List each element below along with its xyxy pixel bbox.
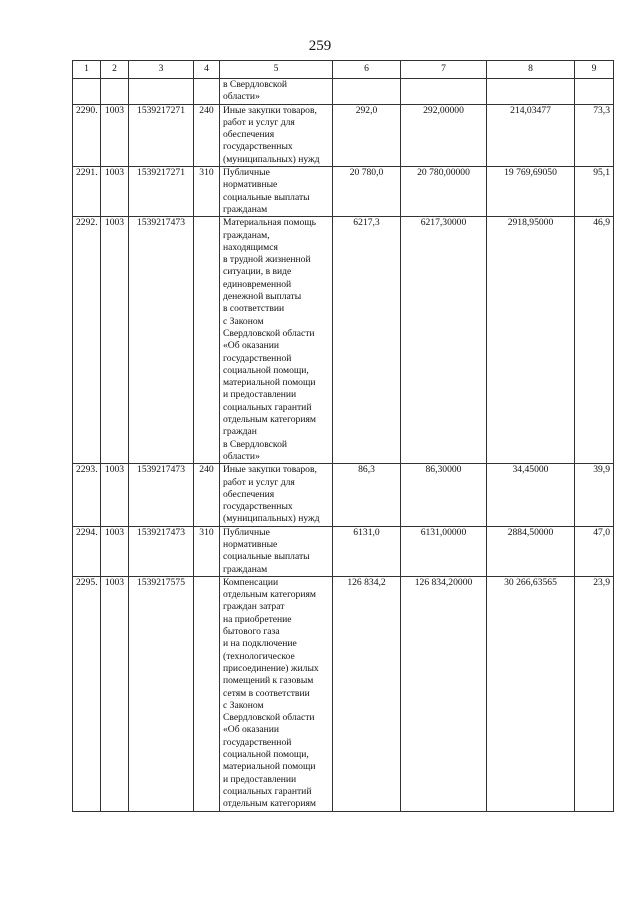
approved-amount xyxy=(333,79,401,105)
row-number: 2294. xyxy=(73,526,101,576)
row-number: 2291. xyxy=(73,167,101,217)
approved-amount-full: 292,00000 xyxy=(401,104,487,166)
approved-amount-full: 20 780,00000 xyxy=(401,167,487,217)
column-header: 5 xyxy=(220,61,333,79)
execution-percent: 73,3 xyxy=(575,104,614,166)
item-name: Иные закупки товаров, работ и услуг для обеспечения государственных (муниципальных) нужд xyxy=(220,464,333,526)
table-row xyxy=(73,526,614,576)
item-name: Компенсации отдельным категориям граждан затрат на приобретение бытового газа и на подключение (технологическое присоединение) жилых помещений к газовым сетям в соответствии с Законом Свердловской области «Об оказании государственной социальной помощи, материальной помощи и предоставлении социальных гарантий отдельным категориям xyxy=(220,576,333,811)
execution-percent: 46,9 xyxy=(575,217,614,464)
row-number: 2295. xyxy=(73,576,101,811)
approved-amount-full xyxy=(401,79,487,105)
column-header: 3 xyxy=(129,61,194,79)
target-code: 1539217575 xyxy=(129,576,194,811)
target-code: 1539217271 xyxy=(129,104,194,166)
item-name: в Свердловской области» xyxy=(220,79,333,105)
section-code: 1003 xyxy=(101,576,129,811)
approved-amount-full: 6131,00000 xyxy=(401,526,487,576)
item-name: Публичные нормативные социальные выплаты гражданам xyxy=(220,167,333,217)
header-row xyxy=(73,61,614,79)
approved-amount-full: 126 834,20000 xyxy=(401,576,487,811)
page-number: 259 xyxy=(308,38,332,54)
execution-percent xyxy=(575,79,614,105)
executed-amount: 2884,50000 xyxy=(487,526,575,576)
approved-amount: 6217,3 xyxy=(333,217,401,464)
row-number: 2293. xyxy=(73,464,101,526)
target-code: 1539217271 xyxy=(129,167,194,217)
column-header: 6 xyxy=(333,61,401,79)
item-name: Иные закупки товаров, работ и услуг для обеспечения государственных (муниципальных) нужд xyxy=(220,104,333,166)
table-row xyxy=(73,217,614,464)
column-header: 2 xyxy=(101,61,129,79)
expense-kind xyxy=(194,79,220,105)
expense-kind: 240 xyxy=(194,104,220,166)
row-number: 2290. xyxy=(73,104,101,166)
execution-percent: 95,1 xyxy=(575,167,614,217)
target-code: 1539217473 xyxy=(129,526,194,576)
column-header: 1 xyxy=(73,61,101,79)
table-row xyxy=(73,79,614,105)
execution-percent: 23,9 xyxy=(575,576,614,811)
budget-table xyxy=(72,60,614,812)
approved-amount-full: 6217,30000 xyxy=(401,217,487,464)
expense-kind: 310 xyxy=(194,167,220,217)
expense-kind: 310 xyxy=(194,526,220,576)
item-name: Материальная помощь гражданам, находящимся в трудной жизненной ситуации, в виде единовременной денежной выплаты в соответствии с Законом Свердловской области «Об оказании государственной социальной помощи, материальной помощи и предоставлении социальных гарантий отдельным категориям граждан в Свердловской области» xyxy=(220,217,333,464)
executed-amount: 2918,95000 xyxy=(487,217,575,464)
table-row xyxy=(73,104,614,166)
approved-amount: 292,0 xyxy=(333,104,401,166)
approved-amount: 6131,0 xyxy=(333,526,401,576)
section-code: 1003 xyxy=(101,167,129,217)
column-header: 8 xyxy=(487,61,575,79)
expense-kind xyxy=(194,217,220,464)
target-code: 1539217473 xyxy=(129,217,194,464)
section-code: 1003 xyxy=(101,464,129,526)
executed-amount: 19 769,69050 xyxy=(487,167,575,217)
table-row xyxy=(73,576,614,811)
section-code: 1003 xyxy=(101,217,129,464)
execution-percent: 47,0 xyxy=(575,526,614,576)
expense-kind: 240 xyxy=(194,464,220,526)
executed-amount: 214,03477 xyxy=(487,104,575,166)
column-header: 9 xyxy=(575,61,614,79)
item-name: Публичные нормативные социальные выплаты гражданам xyxy=(220,526,333,576)
executed-amount: 34,45000 xyxy=(487,464,575,526)
target-code xyxy=(129,79,194,105)
executed-amount: 30 266,63565 xyxy=(487,576,575,811)
approved-amount-full: 86,30000 xyxy=(401,464,487,526)
execution-percent: 39,9 xyxy=(575,464,614,526)
target-code: 1539217473 xyxy=(129,464,194,526)
table-row xyxy=(73,464,614,526)
approved-amount: 86,3 xyxy=(333,464,401,526)
column-header: 4 xyxy=(194,61,220,79)
expense-kind xyxy=(194,576,220,811)
section-code xyxy=(101,79,129,105)
table-row xyxy=(73,167,614,217)
executed-amount xyxy=(487,79,575,105)
approved-amount: 20 780,0 xyxy=(333,167,401,217)
section-code: 1003 xyxy=(101,526,129,576)
approved-amount: 126 834,2 xyxy=(333,576,401,811)
row-number: 2292. xyxy=(73,217,101,464)
column-header: 7 xyxy=(401,61,487,79)
section-code: 1003 xyxy=(101,104,129,166)
row-number xyxy=(73,79,101,105)
